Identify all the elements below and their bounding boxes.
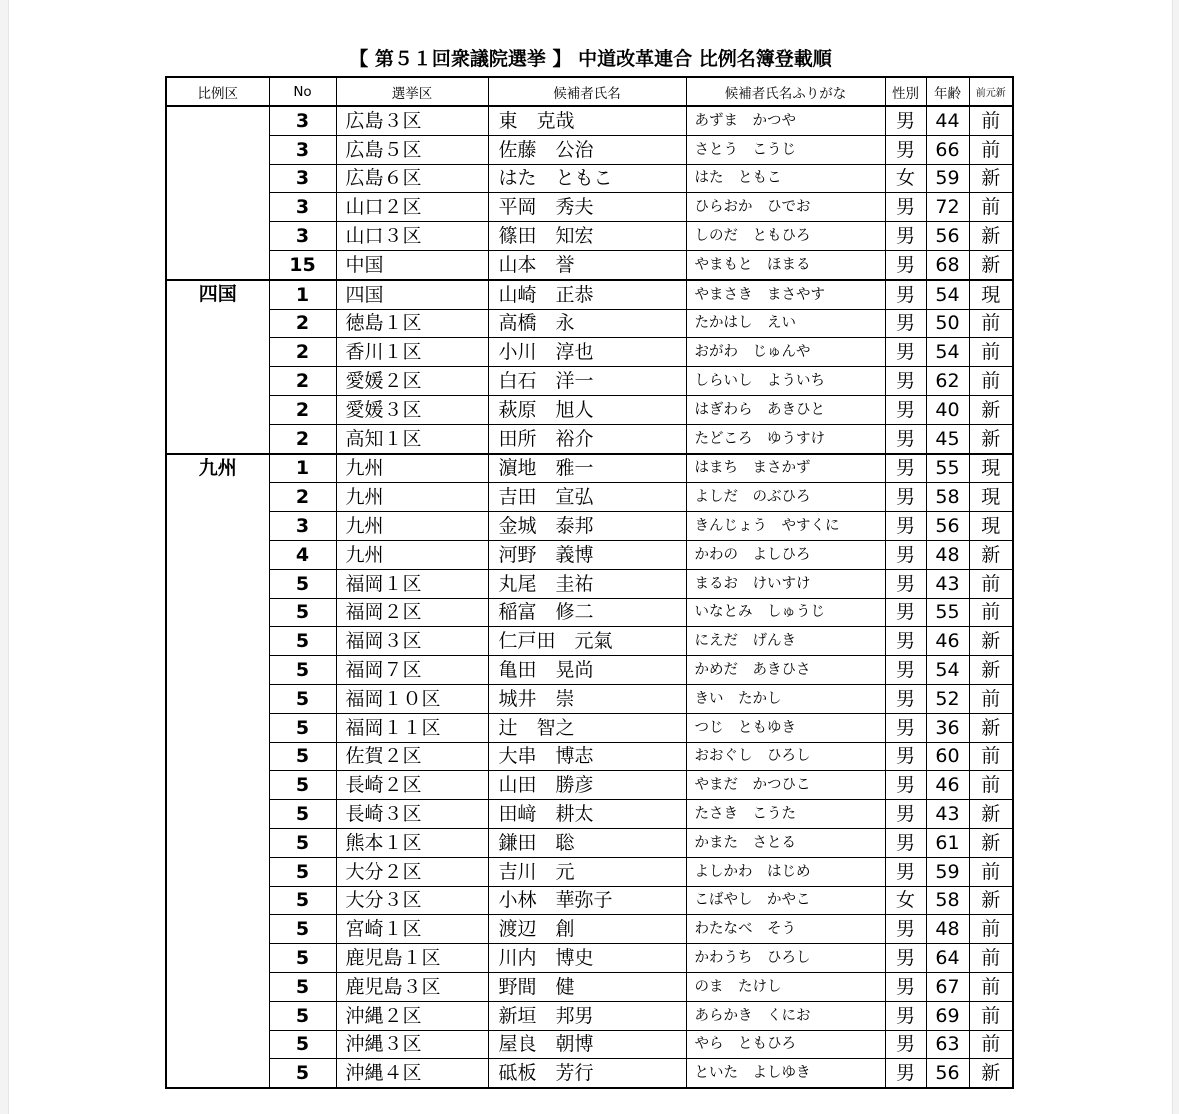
table-row [166, 713, 1013, 742]
cell-sex: 男 [885, 395, 926, 424]
cell-age: 45 [926, 424, 969, 453]
cell-kana: あずま かつや [686, 106, 885, 135]
cell-name: 吉田 宣弘 [488, 483, 686, 512]
cell-kana: あらかき くにお [686, 1001, 885, 1030]
cell-district: 長崎２区 [336, 771, 488, 800]
cell-sex: 男 [885, 250, 926, 279]
cell-status: 現 [969, 454, 1013, 483]
table-row [166, 367, 1013, 396]
cell-kana: こばやし かやこ [686, 886, 885, 915]
cell-age: 54 [926, 338, 969, 367]
cell-status: 前 [969, 367, 1013, 396]
table-row [166, 164, 1013, 193]
cell-district: 九州 [336, 454, 488, 483]
cell-district: 愛媛２区 [336, 367, 488, 396]
cell-age: 48 [926, 915, 969, 944]
cell-no: 3 [269, 135, 336, 164]
cell-age: 69 [926, 1001, 969, 1030]
cell-no: 5 [269, 1001, 336, 1030]
cell-no: 2 [269, 424, 336, 453]
cell-no: 4 [269, 540, 336, 569]
table-row [166, 1030, 1013, 1059]
cell-age: 55 [926, 598, 969, 627]
cell-name: 山崎 正恭 [488, 280, 686, 309]
cell-kana: たどころ ゆうすけ [686, 424, 885, 453]
cell-name: 仁戸田 元氣 [488, 627, 686, 656]
page-title: 【 第５１回衆議院選挙 】 中道改革連合 比例名簿登載順 [349, 48, 832, 70]
cell-kana: きい たかし [686, 684, 885, 713]
cell-status: 現 [969, 483, 1013, 512]
cell-status: 前 [969, 944, 1013, 973]
table-row [166, 771, 1013, 800]
cell-age: 48 [926, 540, 969, 569]
cell-kana: まるお けいすけ [686, 569, 885, 598]
cell-sex: 男 [885, 512, 926, 541]
cell-district: 鹿児島１区 [336, 944, 488, 973]
cell-status: 新 [969, 250, 1013, 279]
cell-name: 屋良 朝博 [488, 1030, 686, 1059]
cell-district: 徳島１区 [336, 309, 488, 338]
cell-age: 68 [926, 250, 969, 279]
cell-status: 前 [969, 309, 1013, 338]
cell-status: 現 [969, 512, 1013, 541]
cell-sex: 男 [885, 540, 926, 569]
table-row [166, 656, 1013, 685]
cell-no: 5 [269, 886, 336, 915]
cell-name: はた ともこ [488, 164, 686, 193]
cell-status: 前 [969, 135, 1013, 164]
cell-sex: 男 [885, 915, 926, 944]
cell-name: 萩原 旭人 [488, 395, 686, 424]
table-row [166, 972, 1013, 1001]
cell-sex: 女 [885, 164, 926, 193]
cell-kana: はぎわら あきひと [686, 395, 885, 424]
header-status: 前元新 [969, 77, 1013, 106]
cell-kana: たかはし えい [686, 309, 885, 338]
cell-age: 56 [926, 512, 969, 541]
cell-name: 篠田 知宏 [488, 222, 686, 251]
cell-sex: 男 [885, 598, 926, 627]
cell-status: 前 [969, 771, 1013, 800]
cell-status: 前 [969, 684, 1013, 713]
cell-age: 64 [926, 944, 969, 973]
cell-status: 前 [969, 1030, 1013, 1059]
cell-age: 59 [926, 857, 969, 886]
table-row [166, 424, 1013, 453]
table-row [166, 395, 1013, 424]
cell-district: 高知１区 [336, 424, 488, 453]
table-body [166, 106, 1013, 1088]
cell-name: 金城 泰邦 [488, 512, 686, 541]
cell-name: 河野 義博 [488, 540, 686, 569]
cell-sex: 男 [885, 483, 926, 512]
cell-age: 43 [926, 569, 969, 598]
cell-no: 5 [269, 800, 336, 829]
cell-no: 5 [269, 915, 336, 944]
cell-kana: いなとみ しゅうじ [686, 598, 885, 627]
cell-kana: かめだ あきひさ [686, 656, 885, 685]
cell-name: 佐藤 公治 [488, 135, 686, 164]
cell-no: 2 [269, 395, 336, 424]
cell-district: 佐賀２区 [336, 742, 488, 771]
table-header-row [166, 77, 1013, 106]
table-row [166, 193, 1013, 222]
cell-no: 5 [269, 972, 336, 1001]
cell-kana: おおぐし ひろし [686, 742, 885, 771]
cell-sex: 女 [885, 886, 926, 915]
cell-sex: 男 [885, 1030, 926, 1059]
cell-name: 田﨑 耕太 [488, 800, 686, 829]
cell-name: 鎌田 聡 [488, 828, 686, 857]
cell-status: 現 [969, 280, 1013, 309]
cell-no: 3 [269, 512, 336, 541]
cell-sex: 男 [885, 713, 926, 742]
cell-no: 3 [269, 106, 336, 135]
block-label [166, 106, 269, 280]
cell-age: 56 [926, 222, 969, 251]
cell-no: 2 [269, 309, 336, 338]
cell-status: 新 [969, 627, 1013, 656]
cell-district: 福岡２区 [336, 598, 488, 627]
cell-district: 香川１区 [336, 338, 488, 367]
cell-no: 2 [269, 483, 336, 512]
header-block: 比例区 [166, 77, 269, 106]
header-name: 候補者氏名 [488, 77, 686, 106]
cell-sex: 男 [885, 569, 926, 598]
cell-kana: やまさき まさやす [686, 280, 885, 309]
candidate-table [165, 76, 1014, 1089]
cell-no: 1 [269, 280, 336, 309]
cell-sex: 男 [885, 367, 926, 396]
cell-no: 5 [269, 569, 336, 598]
table-row [166, 886, 1013, 915]
cell-district: 沖縄４区 [336, 1059, 488, 1088]
table-row [166, 338, 1013, 367]
cell-district: 山口３区 [336, 222, 488, 251]
cell-kana: しのだ ともひろ [686, 222, 885, 251]
cell-district: 熊本１区 [336, 828, 488, 857]
cell-kana: かまた さとる [686, 828, 885, 857]
cell-no: 15 [269, 250, 336, 279]
cell-kana: かわの よしひろ [686, 540, 885, 569]
cell-name: 小川 淳也 [488, 338, 686, 367]
cell-status: 新 [969, 886, 1013, 915]
cell-name: 東 克哉 [488, 106, 686, 135]
cell-status: 新 [969, 395, 1013, 424]
cell-district: 大分３区 [336, 886, 488, 915]
cell-age: 55 [926, 454, 969, 483]
cell-name: 大串 博志 [488, 742, 686, 771]
table-row [166, 280, 1013, 309]
table-row [166, 742, 1013, 771]
cell-district: 福岡７区 [336, 656, 488, 685]
cell-district: 宮崎１区 [336, 915, 488, 944]
header-kana: 候補者氏名ふりがな [686, 77, 885, 106]
table-row [166, 828, 1013, 857]
table-row [166, 569, 1013, 598]
cell-status: 前 [969, 742, 1013, 771]
cell-no: 3 [269, 222, 336, 251]
cell-kana: きんじょう やすくに [686, 512, 885, 541]
cell-age: 36 [926, 713, 969, 742]
cell-status: 前 [969, 598, 1013, 627]
cell-status: 新 [969, 656, 1013, 685]
cell-age: 46 [926, 771, 969, 800]
cell-sex: 男 [885, 135, 926, 164]
cell-age: 54 [926, 280, 969, 309]
table-row [166, 250, 1013, 279]
cell-district: 沖縄２区 [336, 1001, 488, 1030]
cell-kana: おがわ じゅんや [686, 338, 885, 367]
cell-status: 前 [969, 857, 1013, 886]
cell-name: 新垣 邦男 [488, 1001, 686, 1030]
table-row [166, 454, 1013, 483]
cell-district: 九州 [336, 512, 488, 541]
cell-name: 平岡 秀夫 [488, 193, 686, 222]
cell-status: 新 [969, 222, 1013, 251]
cell-name: 砥板 芳行 [488, 1059, 686, 1088]
cell-kana: はた ともこ [686, 164, 885, 193]
table-row [166, 483, 1013, 512]
cell-sex: 男 [885, 944, 926, 973]
cell-sex: 男 [885, 1001, 926, 1030]
table-row [166, 1001, 1013, 1030]
cell-no: 5 [269, 944, 336, 973]
cell-name: 濵地 雅一 [488, 454, 686, 483]
cell-age: 52 [926, 684, 969, 713]
cell-no: 2 [269, 367, 336, 396]
cell-no: 3 [269, 193, 336, 222]
cell-kana: ひらおか ひでお [686, 193, 885, 222]
cell-district: 福岡１０区 [336, 684, 488, 713]
cell-name: 山本 誉 [488, 250, 686, 279]
cell-name: 田所 裕介 [488, 424, 686, 453]
cell-sex: 男 [885, 222, 926, 251]
cell-sex: 男 [885, 424, 926, 453]
cell-no: 5 [269, 1059, 336, 1088]
cell-sex: 男 [885, 627, 926, 656]
cell-age: 43 [926, 800, 969, 829]
cell-district: 福岡１区 [336, 569, 488, 598]
cell-district: 中国 [336, 250, 488, 279]
cell-district: 山口２区 [336, 193, 488, 222]
cell-no: 2 [269, 338, 336, 367]
table-row [166, 106, 1013, 135]
cell-no: 5 [269, 1030, 336, 1059]
cell-name: 渡辺 創 [488, 915, 686, 944]
cell-district: 鹿児島３区 [336, 972, 488, 1001]
cell-age: 67 [926, 972, 969, 1001]
cell-name: 辻 智之 [488, 713, 686, 742]
cell-sex: 男 [885, 972, 926, 1001]
cell-kana: よしだ のぶひろ [686, 483, 885, 512]
cell-sex: 男 [885, 771, 926, 800]
cell-kana: たさき こうた [686, 800, 885, 829]
cell-status: 新 [969, 1059, 1013, 1088]
cell-no: 3 [269, 164, 336, 193]
cell-sex: 男 [885, 454, 926, 483]
cell-age: 62 [926, 367, 969, 396]
cell-kana: よしかわ はじめ [686, 857, 885, 886]
cell-no: 5 [269, 627, 336, 656]
cell-age: 72 [926, 193, 969, 222]
cell-no: 5 [269, 857, 336, 886]
cell-age: 63 [926, 1030, 969, 1059]
cell-district: 四国 [336, 280, 488, 309]
cell-kana: はまち まさかず [686, 454, 885, 483]
cell-age: 56 [926, 1059, 969, 1088]
cell-age: 61 [926, 828, 969, 857]
table-row [166, 135, 1013, 164]
cell-status: 前 [969, 1001, 1013, 1030]
cell-sex: 男 [885, 656, 926, 685]
cell-kana: しらいし よういち [686, 367, 885, 396]
cell-kana: にえだ げんき [686, 627, 885, 656]
document-page [8, 0, 1173, 1114]
header-district: 選挙区 [336, 77, 488, 106]
cell-sex: 男 [885, 684, 926, 713]
cell-status: 前 [969, 972, 1013, 1001]
cell-district: 広島３区 [336, 106, 488, 135]
cell-status: 新 [969, 800, 1013, 829]
table-row [166, 1059, 1013, 1088]
cell-kana: やまもと ほまる [686, 250, 885, 279]
table-row [166, 915, 1013, 944]
cell-age: 54 [926, 656, 969, 685]
cell-name: 丸尾 圭祐 [488, 569, 686, 598]
cell-sex: 男 [885, 280, 926, 309]
cell-age: 58 [926, 483, 969, 512]
cell-district: 広島５区 [336, 135, 488, 164]
cell-sex: 男 [885, 338, 926, 367]
cell-age: 40 [926, 395, 969, 424]
cell-kana: やまだ かつひこ [686, 771, 885, 800]
table-row [166, 222, 1013, 251]
cell-status: 新 [969, 828, 1013, 857]
cell-name: 白石 洋一 [488, 367, 686, 396]
cell-sex: 男 [885, 828, 926, 857]
cell-sex: 男 [885, 1059, 926, 1088]
header-age: 年齢 [926, 77, 969, 106]
cell-kana: つじ ともゆき [686, 713, 885, 742]
cell-age: 58 [926, 886, 969, 915]
cell-sex: 男 [885, 193, 926, 222]
cell-status: 前 [969, 569, 1013, 598]
cell-kana: やら ともひろ [686, 1030, 885, 1059]
cell-district: 大分２区 [336, 857, 488, 886]
table-row [166, 627, 1013, 656]
cell-district: 沖縄３区 [336, 1030, 488, 1059]
cell-name: 稲富 修二 [488, 598, 686, 627]
cell-kana: かわうち ひろし [686, 944, 885, 973]
table-row [166, 944, 1013, 973]
cell-age: 66 [926, 135, 969, 164]
table-row [166, 598, 1013, 627]
cell-district: 九州 [336, 540, 488, 569]
table-row [166, 309, 1013, 338]
cell-district: 愛媛３区 [336, 395, 488, 424]
table-row [166, 857, 1013, 886]
cell-district: 福岡３区 [336, 627, 488, 656]
cell-status: 新 [969, 424, 1013, 453]
cell-no: 1 [269, 454, 336, 483]
cell-name: 城井 崇 [488, 684, 686, 713]
cell-district: 福岡１１区 [336, 713, 488, 742]
cell-status: 前 [969, 338, 1013, 367]
cell-district: 九州 [336, 483, 488, 512]
cell-sex: 男 [885, 800, 926, 829]
cell-age: 44 [926, 106, 969, 135]
header-no: No [269, 77, 336, 106]
table-row [166, 800, 1013, 829]
table-row [166, 684, 1013, 713]
block-label: 九州 [166, 454, 269, 1089]
cell-status: 新 [969, 164, 1013, 193]
cell-status: 前 [969, 106, 1013, 135]
cell-name: 小林 華弥子 [488, 886, 686, 915]
cell-no: 5 [269, 771, 336, 800]
cell-age: 59 [926, 164, 969, 193]
cell-district: 広島６区 [336, 164, 488, 193]
cell-name: 山田 勝彦 [488, 771, 686, 800]
table-row [166, 540, 1013, 569]
header-sex: 性別 [885, 77, 926, 106]
cell-sex: 男 [885, 857, 926, 886]
cell-name: 吉川 元 [488, 857, 686, 886]
cell-no: 5 [269, 684, 336, 713]
cell-no: 5 [269, 742, 336, 771]
cell-kana: わたなべ そう [686, 915, 885, 944]
cell-no: 5 [269, 713, 336, 742]
cell-name: 川内 博史 [488, 944, 686, 973]
cell-kana: といた よしゆき [686, 1059, 885, 1088]
cell-sex: 男 [885, 309, 926, 338]
cell-status: 前 [969, 193, 1013, 222]
cell-name: 野間 健 [488, 972, 686, 1001]
cell-age: 46 [926, 627, 969, 656]
cell-name: 亀田 晃尚 [488, 656, 686, 685]
cell-age: 50 [926, 309, 969, 338]
cell-no: 5 [269, 828, 336, 857]
cell-sex: 男 [885, 106, 926, 135]
cell-status: 新 [969, 540, 1013, 569]
cell-sex: 男 [885, 742, 926, 771]
cell-age: 60 [926, 742, 969, 771]
cell-status: 新 [969, 713, 1013, 742]
cell-district: 長崎３区 [336, 800, 488, 829]
table-row [166, 512, 1013, 541]
cell-no: 5 [269, 598, 336, 627]
cell-kana: さとう こうじ [686, 135, 885, 164]
cell-kana: のま たけし [686, 972, 885, 1001]
cell-name: 高橋 永 [488, 309, 686, 338]
cell-no: 5 [269, 656, 336, 685]
block-label: 四国 [166, 280, 269, 454]
cell-status: 前 [969, 915, 1013, 944]
